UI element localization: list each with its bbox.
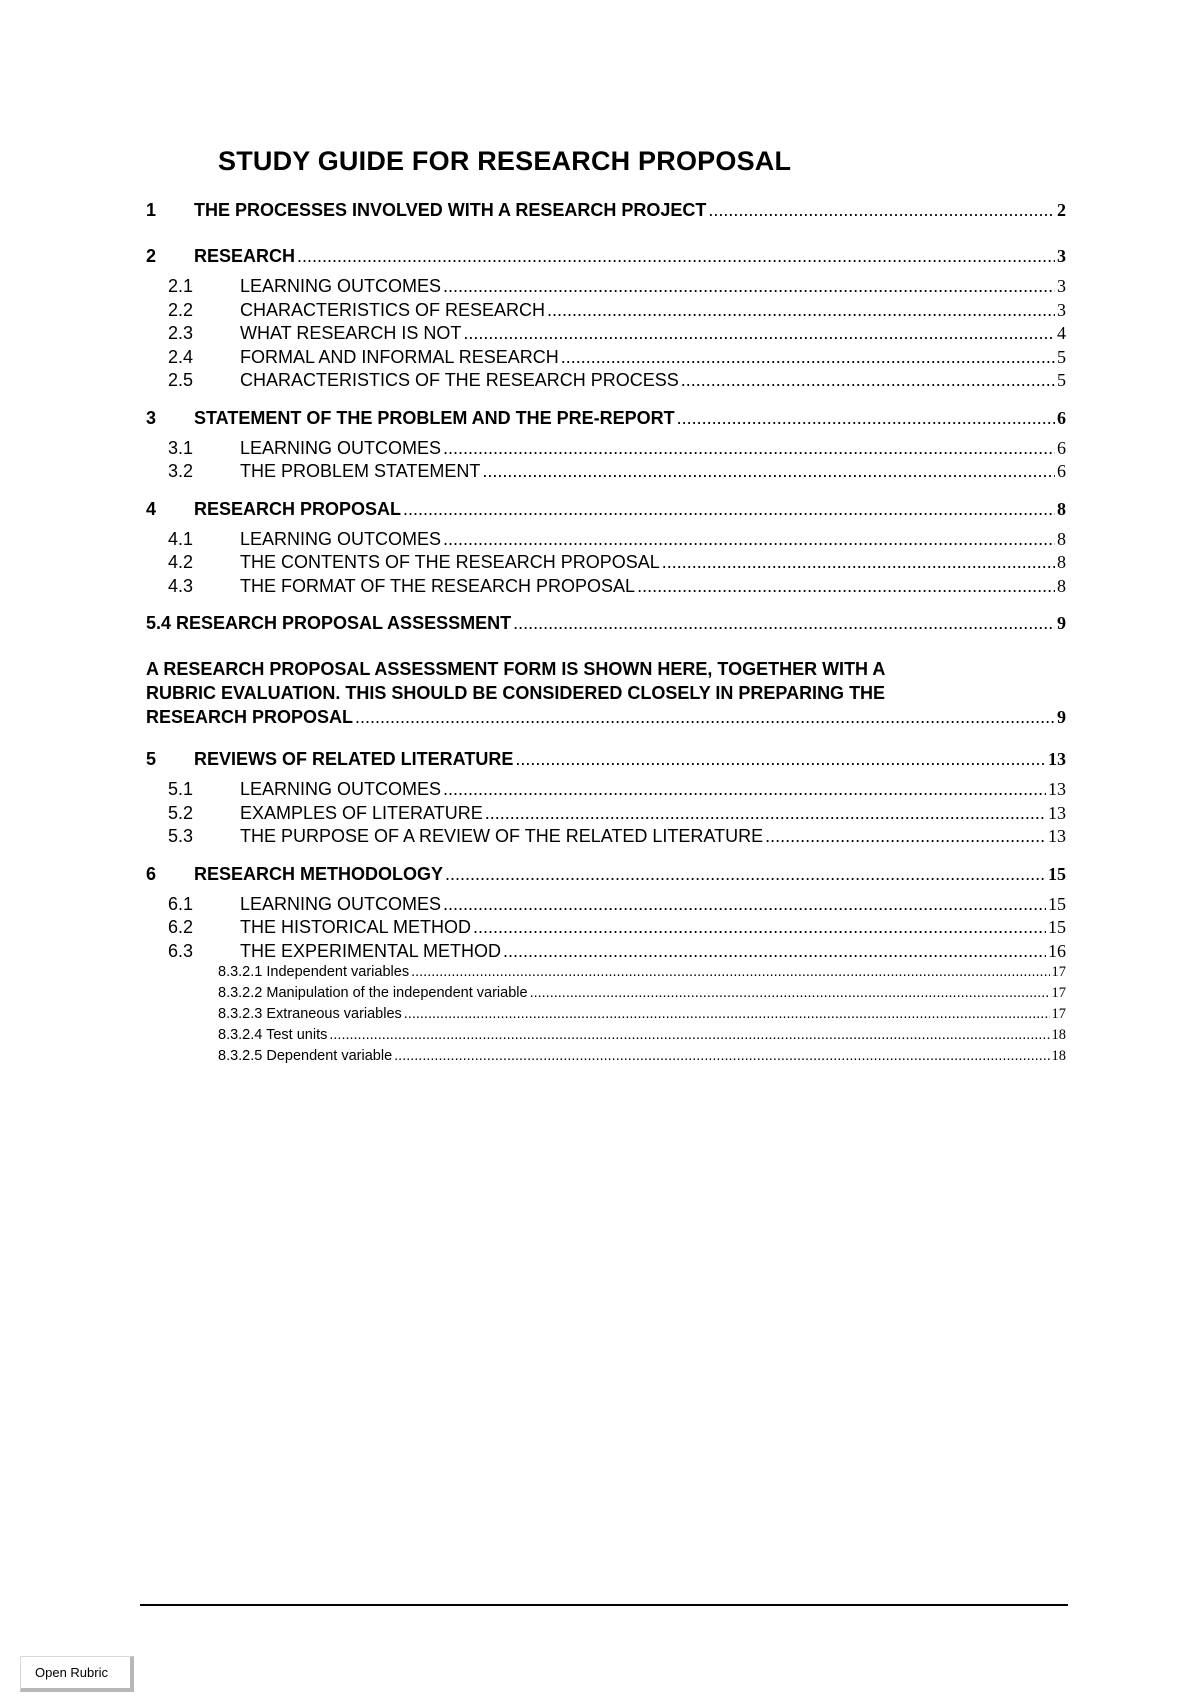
toc-number: 2.5: [168, 370, 194, 390]
toc-leader: [443, 894, 1046, 915]
toc-label: CHARACTERISTICS OF THE RESEARCH PROCESS: [240, 370, 679, 390]
toc-leader: [445, 864, 1046, 885]
toc-number: 5.2: [168, 802, 194, 823]
toc-number: 3.2: [168, 461, 194, 481]
toc-label: 8.3.2.1 Independent variables: [218, 964, 410, 980]
toc-number: 6.1: [168, 893, 194, 914]
toc-label: RESEARCH PROPOSAL: [194, 498, 402, 519]
toc-number: 4.1: [168, 528, 194, 549]
toc-leader: [394, 1048, 1049, 1064]
toc-entry-4-2[interactable]: [146, 552, 1066, 576]
toc-leader: [677, 408, 1055, 429]
toc-leader: [463, 323, 1055, 344]
toc-leader: [473, 917, 1046, 938]
footer-divider: [140, 1604, 1068, 1606]
toc-entry-5-2[interactable]: [146, 803, 1066, 827]
toc-entry-6[interactable]: [146, 864, 1066, 886]
toc-label: THE PURPOSE OF A REVIEW OF THE RELATED LITERATURE: [240, 826, 764, 846]
toc-entry-8-3-2-3[interactable]: [146, 1006, 1066, 1027]
toc-entry-4-1[interactable]: [146, 529, 1066, 553]
toc-page: 8: [1057, 575, 1066, 596]
toc-leader: [297, 246, 1055, 267]
toc-page: 5: [1057, 346, 1066, 367]
toc-label: THE CONTENTS OF THE RESEARCH PROPOSAL: [240, 552, 660, 572]
toc-page: 3: [1057, 276, 1066, 296]
toc-number: 4.2: [168, 552, 194, 572]
toc-label: RESEARCH METHODOLOGY: [194, 863, 444, 884]
toc-label: FORMAL AND INFORMAL RESEARCH: [240, 346, 559, 367]
toc-leader: [561, 347, 1055, 368]
toc-leader: [547, 300, 1055, 321]
toc-page: 13: [1048, 802, 1066, 823]
toc-leader: [403, 499, 1055, 520]
toc-entry-1[interactable]: [146, 200, 1066, 222]
toc-label: THE HISTORICAL METHOD: [240, 917, 472, 937]
toc-page: 15: [1048, 893, 1066, 914]
toc-entry-4-3[interactable]: [146, 576, 1066, 600]
toc-label: 8.3.2.4 Test units: [218, 1027, 328, 1043]
toc-label: WHAT RESEARCH IS NOT: [240, 323, 462, 343]
toc-entry-8-3-2-2[interactable]: [146, 985, 1066, 1006]
toc-page: 8: [1057, 552, 1066, 572]
toc-page: 13: [1048, 826, 1066, 846]
toc-label: THE PROCESSES INVOLVED WITH A RESEARCH PROJECT: [194, 200, 707, 220]
toc-label: 5.4 RESEARCH PROPOSAL ASSESSMENT: [146, 613, 512, 633]
toc-label: 8.3.2.3 Extraneous variables: [218, 1006, 402, 1022]
toc-page: 5: [1057, 370, 1066, 390]
toc-label: LEARNING OUTCOMES: [240, 276, 442, 296]
toc-page: 9: [1057, 707, 1066, 727]
toc-label: EXAMPLES OF LITERATURE: [240, 802, 483, 823]
toc-leader: [503, 941, 1046, 962]
toc-label-line: RUBRIC EVALUATION. THIS SHOULD BE CONSIDERED CLOSELY IN PREPARING THE: [146, 683, 886, 703]
toc-entry-8-3-2-4[interactable]: [146, 1027, 1066, 1048]
toc-label: STATEMENT OF THE PROBLEM AND THE PRE-REPORT: [194, 407, 675, 428]
toc-entry-2-3[interactable]: [146, 323, 1066, 347]
table-of-contents: [146, 200, 1066, 1069]
toc-label: REVIEWS OF RELATED LITERATURE: [194, 749, 514, 769]
toc-number: 6.3: [168, 940, 194, 961]
toc-leader: [355, 705, 1055, 729]
toc-entry-6-2[interactable]: [146, 917, 1066, 941]
toc-entry-5-4[interactable]: [146, 613, 1066, 635]
toc-leader: [329, 1027, 1049, 1043]
toc-number: 5.3: [168, 826, 194, 846]
toc-page: 9: [1057, 613, 1066, 633]
toc-entry-6-3[interactable]: [146, 941, 1066, 965]
toc-leader: [708, 200, 1055, 221]
toc-page: 15: [1048, 917, 1066, 937]
toc-leader: [515, 749, 1046, 770]
toc-entry-8-3-2-1[interactable]: [146, 964, 1066, 985]
toc-leader: [443, 529, 1055, 550]
toc-leader: [411, 964, 1049, 980]
toc-page: 16: [1048, 940, 1066, 961]
toc-entry-5-1[interactable]: [146, 779, 1066, 803]
toc-label: LEARNING OUTCOMES: [240, 528, 442, 549]
toc-entry-5[interactable]: [146, 749, 1066, 771]
toc-number: 3: [146, 407, 157, 428]
toc-page: 17: [1051, 1006, 1066, 1022]
toc-entry-2-1[interactable]: [146, 276, 1066, 300]
toc-page: 17: [1051, 964, 1066, 980]
toc-page: 3: [1057, 299, 1066, 320]
toc-page: 6: [1057, 437, 1066, 458]
toc-label: THE EXPERIMENTAL METHOD: [240, 940, 502, 961]
toc-page: 3: [1057, 246, 1066, 266]
toc-label: RESEARCH PROPOSAL: [146, 707, 354, 727]
toc-leader: [530, 985, 1050, 1001]
toc-page: 18: [1051, 1027, 1066, 1043]
toc-leader: [681, 370, 1055, 391]
toc-leader: [513, 613, 1055, 634]
open-rubric-button[interactable]: [20, 1656, 134, 1692]
toc-number: 4.3: [168, 575, 194, 596]
toc-label: THE PROBLEM STATEMENT: [240, 461, 481, 481]
toc-number: 1: [146, 200, 157, 220]
toc-page: 13: [1048, 779, 1066, 799]
toc-entry-2-4[interactable]: [146, 347, 1066, 371]
toc-entry-2[interactable]: [146, 246, 1066, 268]
toc-label: LEARNING OUTCOMES: [240, 779, 442, 799]
toc-label: CHARACTERISTICS OF RESEARCH: [240, 299, 546, 320]
open-rubric-label: Open Rubric: [35, 1665, 108, 1680]
toc-label: LEARNING OUTCOMES: [240, 893, 442, 914]
toc-number: 2.4: [168, 346, 194, 367]
toc-label-last-line: [146, 705, 1066, 729]
toc-leader: [637, 576, 1055, 597]
toc-label: RESEARCH: [194, 246, 296, 266]
toc-entry-2-5[interactable]: [146, 370, 1066, 394]
toc-label: 8.3.2.2 Manipulation of the independent variable: [218, 985, 528, 1001]
toc-number: 3.1: [168, 437, 194, 458]
toc-number: 5: [146, 749, 157, 769]
toc-entry-8-3-2-5[interactable]: [146, 1048, 1066, 1069]
toc-entry-5-3[interactable]: [146, 826, 1066, 850]
toc-entry-3-2[interactable]: [146, 461, 1066, 485]
toc-page: 8: [1057, 528, 1066, 549]
toc-number: 6: [146, 863, 157, 884]
toc-leader: [482, 461, 1055, 482]
toc-page: 8: [1057, 498, 1066, 519]
toc-leader: [404, 1006, 1050, 1022]
toc-page: 6: [1057, 461, 1066, 481]
toc-page: 4: [1057, 323, 1066, 343]
toc-page: 17: [1051, 985, 1066, 1001]
toc-page: 6: [1057, 407, 1066, 428]
toc-entry-6-1[interactable]: [146, 894, 1066, 918]
toc-number: 2: [146, 246, 157, 266]
toc-label: 8.3.2.5 Dependent variable: [218, 1048, 393, 1064]
toc-leader: [443, 438, 1055, 459]
toc-number: 2.2: [168, 299, 194, 320]
toc-leader: [662, 552, 1055, 573]
toc-number: 4: [146, 498, 157, 519]
toc-number: 6.2: [168, 917, 194, 937]
toc-leader: [443, 276, 1055, 297]
toc-number: 2.3: [168, 323, 194, 343]
toc-label: LEARNING OUTCOMES: [240, 437, 442, 458]
toc-entry-4[interactable]: [146, 499, 1066, 521]
toc-entry-3[interactable]: [146, 408, 1066, 430]
toc-label-line: A RESEARCH PROPOSAL ASSESSMENT FORM IS SHOWN HERE, TOGETHER WITH A: [146, 659, 886, 679]
toc-page: 18: [1051, 1048, 1066, 1064]
toc-page: 2: [1057, 200, 1066, 220]
toc-leader: [443, 779, 1046, 800]
toc-entry-assessment-form[interactable]: [146, 657, 1066, 729]
toc-page: 15: [1048, 863, 1066, 884]
toc-label: THE FORMAT OF THE RESEARCH PROPOSAL: [240, 575, 636, 596]
document-title: STUDY GUIDE FOR RESEARCH PROPOSAL: [218, 146, 792, 176]
toc-leader: [765, 826, 1046, 847]
toc-entry-3-1[interactable]: [146, 438, 1066, 462]
toc-leader: [485, 803, 1046, 824]
toc-number: 5.1: [168, 779, 194, 799]
toc-entry-2-2[interactable]: [146, 300, 1066, 324]
toc-page: 13: [1048, 749, 1066, 769]
toc-number: 2.1: [168, 276, 194, 296]
